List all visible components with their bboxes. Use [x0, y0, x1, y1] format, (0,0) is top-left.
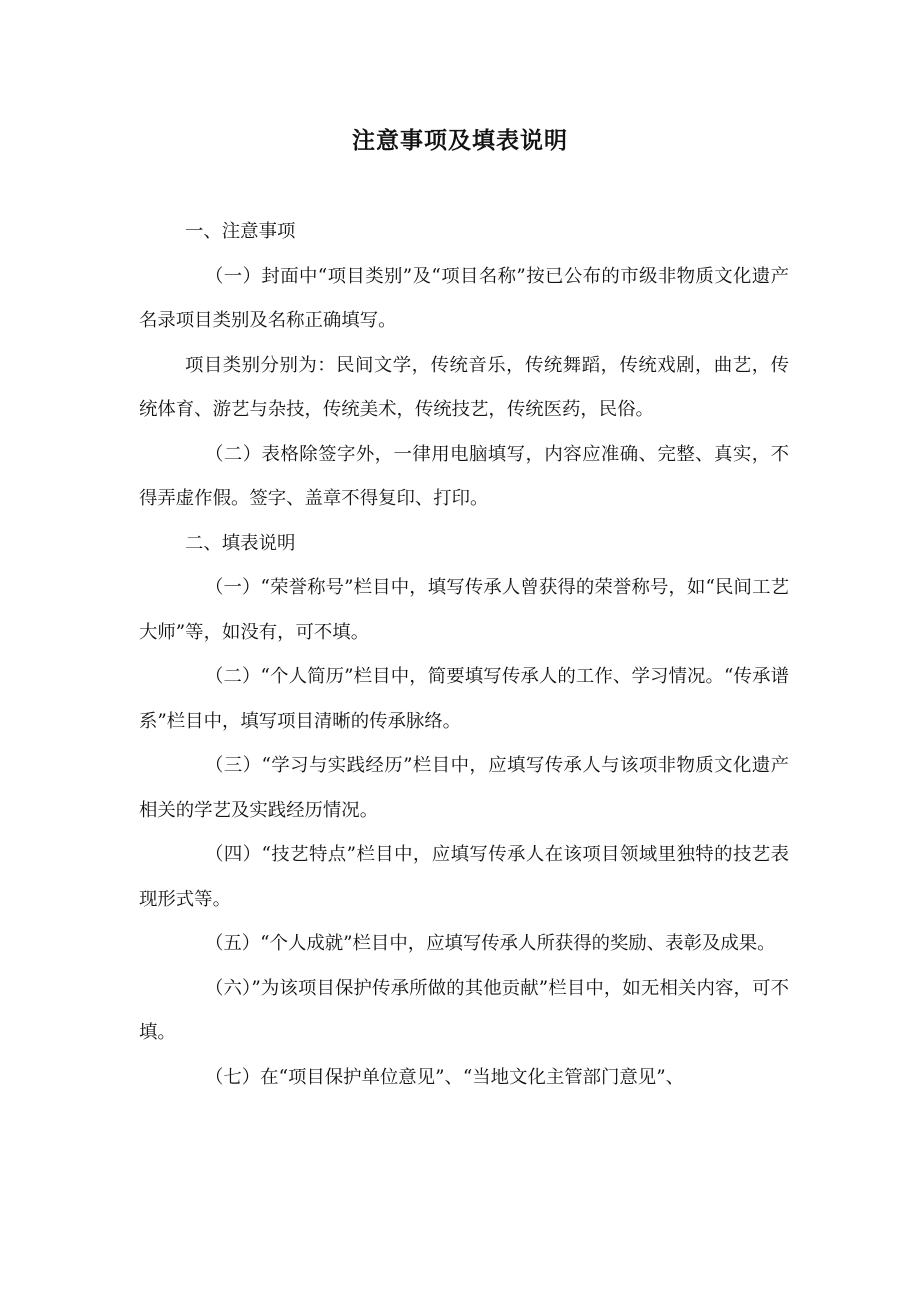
section-heading-instructions: 二、填表说明	[185, 532, 296, 554]
paragraph: （一）“荣誉称号”栏目中，填写传承人曾获得的荣誉称号，如“民间工艺大师”等，如没有，可不填。	[139, 577, 789, 643]
paragraph: （二）表格除签字外，一律用电脑填写，内容应准确、完整、真实，不得弄虚作假。签字、盖章不得复印、打印。	[139, 443, 789, 509]
paragraph: （二）“个人简历”栏目中，简要填写传承人的工作、学习情况。“传承谱系”栏目中，填写项目清晰的传承脉络。	[139, 666, 789, 732]
paragraph: （六）”为该项目保护传承所做的其他贡献”栏目中，如无相关内容，可不填。	[139, 977, 789, 1043]
section-heading-notes: 一、注意事项	[185, 221, 296, 242]
page-title: 注意事项及填表说明	[352, 128, 568, 154]
paragraph: （四）“技艺特点”栏目中，应填写传承人在该项目领域里独特的技艺表现形式等。	[139, 844, 789, 910]
paragraph: （一）封面中“项目类别”及“项目名称”按已公布的市级非物质文化遗产名录项目类别及名称正确填写。	[139, 265, 789, 331]
paragraph: 项目类别分别为：民间文学，传统音乐，传统舞蹈，传统戏剧，曲艺，传统体育、游艺与杂技，传统美术，传统技艺，传统医药，民俗。	[139, 354, 789, 420]
paragraph: （五）“个人成就”栏目中，应填写传承人所获得的奖励、表彰及成果。	[205, 933, 776, 954]
document-body	[139, 210, 789, 1100]
paragraph: （三）“学习与实践经历”栏目中，应填写传承人与该项非物质文化遗产相关的学艺及实践经历情况。	[139, 755, 789, 821]
paragraph: （七）在“项目保护单位意见”、“当地文化主管部门意见”、	[205, 1066, 684, 1088]
